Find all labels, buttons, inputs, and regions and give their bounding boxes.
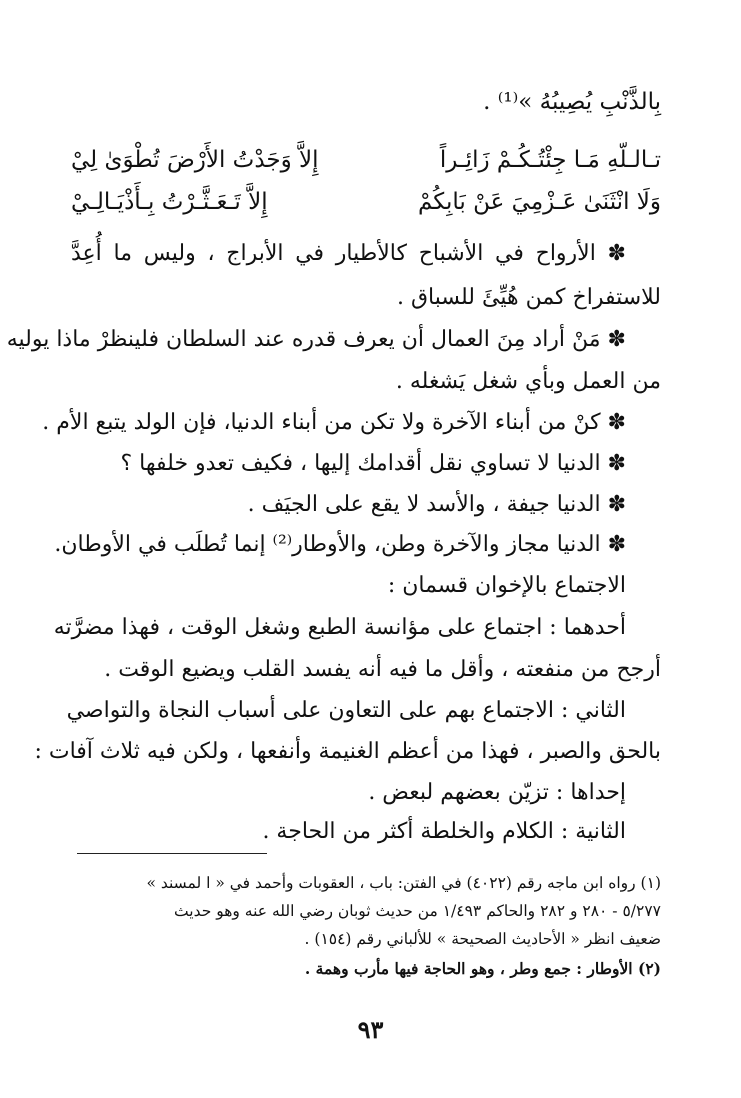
paragraph-line: الثاني : الاجتماع بهم على التعاون على أسباب النجاة والتواصي	[66, 698, 626, 723]
paragraph-line: بالحق والصبر ، فهذا من أعظم الغنيمة وأنفعها ، ولكن فيه ثلاث آفات :	[34, 739, 661, 764]
verse-second-hemistich: إِلاَّ تَـعَـثَّـرْتُ بِـأَذْيَـالِـيْ	[71, 189, 268, 215]
opening-line: بِالذَّنْبِ يُصِيبُهُ »⁽¹⁾ .	[483, 89, 661, 115]
page-number: ٩٣	[357, 1015, 384, 1044]
verse-row	[71, 182, 661, 222]
verse-row	[71, 140, 661, 180]
paragraph-line: ✽ الدنيا مجاز والآخرة وطن، والأوطار⁽²⁾ إنما تُطلَب في الأوطان.	[54, 532, 626, 557]
paragraph-line: أرجح من منفعته ، وأقل ما فيه أنه يفسد القلب ويضيع الوقت .	[104, 657, 661, 682]
section-heading: الاجتماع بالإخوان قسمان :	[387, 573, 626, 598]
footnote-line: ضعيف انظر « الأحاديث الصحيحة » للألباني رقم (١٥٤) .	[304, 930, 661, 948]
footnote-line: (١) رواه ابن ماجه رقم (٤٠٢٢) في الفتن: باب ، العقوبات وأحمد في « ا لمسند »	[146, 874, 661, 892]
paragraph-line: ✽ الدنيا لا تساوي نقل أقدامك إليها ، فكيف تعدو خلفها ؟	[120, 451, 626, 476]
paragraph-line: ✽ مَنْ أراد مِنَ العمال أن يعرف قدره عند السلطان فلينظرْ ماذا يوليه	[6, 327, 626, 352]
paragraph-line: الثانية : الكلام والخلطة أكثر من الحاجة .	[262, 819, 626, 844]
verse-first-hemistich: تـالـلّهِ مَـا جِئْتُـكُـمْ زَائِـراً	[439, 147, 661, 173]
paragraph-line: من العمل وبأي شغل يَشغله .	[395, 369, 661, 394]
footnote-line: ٥/٢٧٧ - ٢٨٠ و ٢٨٢ والحاكم ١/٤٩٣ من حديث ثوبان رضي الله عنه وهو حديث	[174, 902, 661, 920]
paragraph-line: إحداها : تزيّن بعضهم لبعض .	[368, 780, 626, 805]
verse-first-hemistich: وَلَا انْثَنَىٰ عَـزْمِيَ عَنْ بَابِكُمْ	[417, 189, 661, 215]
verse-second-hemistich: إِلاَّ وَجَدْتُ الأَرْضَ تُطْوَىٰ لِيْ	[71, 147, 319, 173]
footnote-line: (٢) الأوطار : جمع وطر ، وهو الحاجة فيها مأرب وهمة .	[304, 959, 661, 978]
paragraph-line: ✽ الدنيا جيفة ، والأسد لا يقع على الجيَف .	[247, 492, 626, 517]
footnote-separator	[77, 853, 267, 854]
paragraph-line: أحدهما : اجتماع على مؤانسة الطبع وشغل الوقت ، فهذا مضرَّته	[53, 615, 626, 640]
paragraph-line: للاستفراخ كمن هُيِّئَ للسباق .	[397, 285, 661, 310]
paragraph-line: ✽ كنْ من أبناء الآخرة ولا تكن من أبناء الدنيا، فإن الولد يتبع الأم .	[42, 410, 626, 435]
paragraph-line: ✽ الأرواح في الأشباح كالأطيار في الأبراج ، وليس ما أُعِدَّ	[71, 241, 626, 266]
